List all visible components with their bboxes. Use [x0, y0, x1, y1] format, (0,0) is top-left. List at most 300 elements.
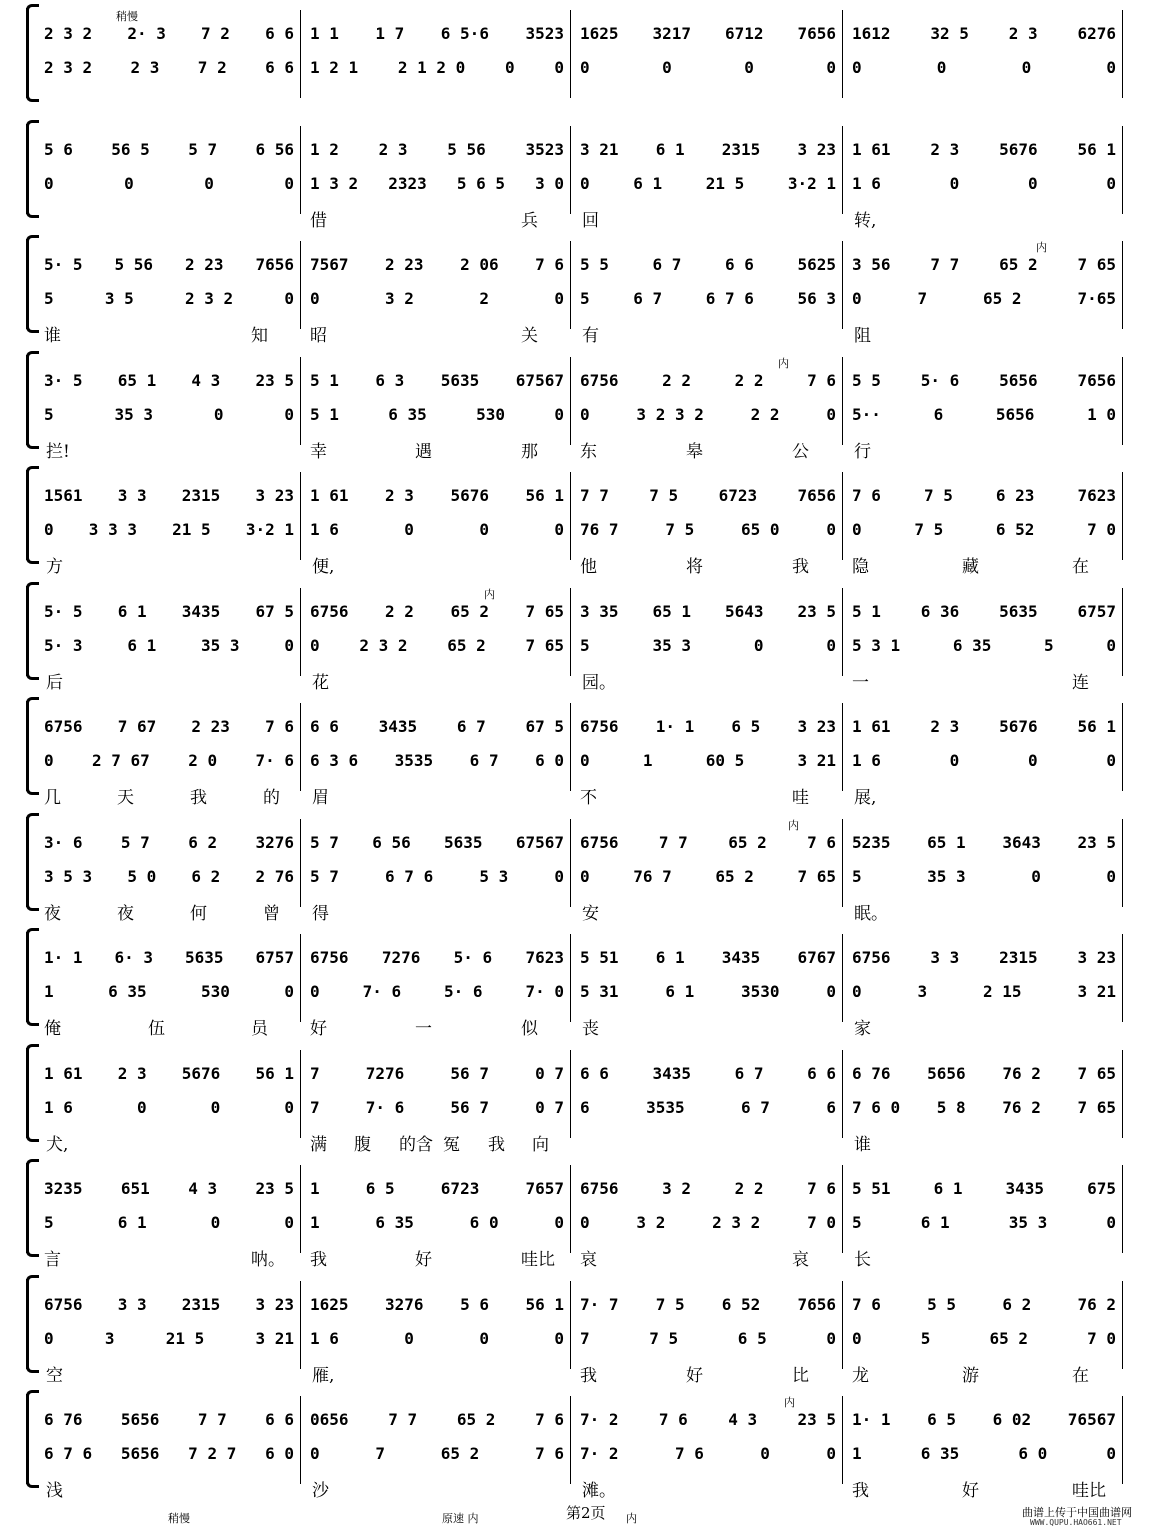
note-group: 2 2	[734, 370, 764, 390]
lyrics-line	[44, 552, 294, 577]
note-group: 5 1	[310, 404, 339, 424]
note-group: 4 3	[188, 1179, 218, 1198]
note-group: 0	[310, 982, 320, 1001]
note-group: 7· 7	[580, 1294, 619, 1314]
note-group: 6 5·6	[440, 24, 489, 43]
score-row	[0, 233, 1152, 346]
upper-staff-notes	[580, 833, 836, 857]
note-group: 65 0	[741, 520, 780, 539]
note-group: 6 1	[933, 1179, 963, 1198]
watermark-text: 曲谱上传于中国曲谱网	[1022, 1506, 1132, 1519]
note-group: 65 2	[983, 289, 1022, 308]
note-group: 7656	[1077, 370, 1116, 390]
note-group: 3235	[44, 1179, 83, 1198]
note-group: 3 56	[852, 255, 891, 274]
lyric-syllable: 我	[852, 1481, 869, 1501]
score-row	[0, 1157, 1152, 1270]
measure	[852, 464, 1116, 577]
note-group: 56 1	[255, 1063, 294, 1083]
system-bracket	[26, 124, 39, 214]
lyric-syllable: 浅	[46, 1481, 63, 1501]
lyrics-line	[852, 206, 1116, 231]
note-group: 7 0	[807, 1213, 836, 1232]
note-group: 7 2 7	[188, 1444, 237, 1463]
note-group: 56 5	[111, 139, 150, 159]
note-group: 0	[284, 404, 294, 424]
upper-staff-notes	[580, 717, 836, 741]
note-group: 6 7 6	[705, 289, 754, 308]
barline	[570, 703, 571, 791]
note-group: 5· 5	[44, 255, 83, 274]
barline	[1122, 703, 1123, 791]
upper-staff-notes	[852, 140, 1116, 164]
lyrics-line	[852, 1476, 1116, 1501]
note-group: 5· 5	[44, 601, 83, 621]
note-group: 3 23	[255, 1294, 294, 1314]
note-group: 3643	[1002, 832, 1041, 852]
note-group: 56 3	[797, 289, 836, 308]
lyric-syllable: 方	[46, 557, 63, 577]
lyric-syllable: 好	[415, 1250, 432, 1270]
note-group: 3435	[378, 717, 418, 736]
measure	[580, 2, 836, 112]
lower-staff-notes	[310, 1213, 564, 1237]
note-group: 2315	[181, 486, 221, 505]
upper-staff-notes	[310, 371, 564, 395]
measure	[44, 1388, 294, 1501]
lower-staff-notes	[580, 982, 836, 1006]
lyric-syllable: 公	[792, 441, 809, 462]
lyric-syllable: 犬,	[46, 1134, 69, 1155]
upper-staff-notes	[580, 1179, 836, 1203]
note-group: 1 0	[1087, 404, 1116, 424]
note-group: 65 2	[728, 832, 767, 852]
note-group: 65 2	[989, 1328, 1028, 1348]
lower-staff-notes	[44, 520, 294, 544]
note-group: 35 3	[927, 866, 966, 886]
note-group: 1 6	[310, 1328, 339, 1348]
note-group: 6· 3	[114, 948, 154, 967]
lyric-syllable: 向	[532, 1134, 549, 1155]
lyrics-line	[44, 783, 294, 808]
note-group: 5 7	[310, 866, 339, 886]
note-group: 0 7	[535, 1097, 564, 1117]
upper-staff-notes	[310, 140, 564, 164]
note-group: 0	[554, 1213, 564, 1232]
barline	[300, 819, 301, 907]
lyric-syllable: 回	[582, 210, 599, 231]
lyric-syllable: 何	[190, 903, 207, 924]
upper-staff-notes	[580, 602, 836, 626]
lower-staff-notes	[852, 520, 1116, 544]
score-row	[0, 349, 1152, 462]
note-group: 3 2 3 2	[636, 404, 704, 424]
tempo-mark: 原速 内	[442, 1511, 479, 1525]
upper-staff-notes	[44, 24, 294, 48]
lyric-syllable: 几	[44, 788, 61, 808]
score-row	[0, 580, 1152, 693]
upper-staff-notes	[852, 602, 1116, 626]
note-group: 6 0	[469, 1213, 499, 1232]
note-group: 56 1	[1077, 139, 1116, 159]
note-group: 2 15	[983, 982, 1022, 1001]
lyric-syllable: 比	[792, 1365, 809, 1386]
note-group: 6 1	[117, 1213, 147, 1232]
note-group: 5· 3	[44, 635, 83, 655]
upper-staff-notes	[580, 1410, 836, 1434]
system-bracket	[26, 586, 39, 676]
note-group: 5	[580, 289, 590, 308]
upper-staff-notes	[44, 486, 294, 510]
note-group: 6 56	[372, 832, 411, 852]
barline	[1122, 241, 1123, 329]
note-group: 3 21	[580, 139, 619, 159]
lyrics-line	[44, 437, 294, 462]
lyric-syllable: 阻	[854, 326, 871, 346]
note-group: 5 3 1	[852, 635, 901, 655]
note-group: 3 0	[535, 173, 564, 193]
lyric-syllable: 眠。	[854, 903, 888, 924]
note-group: 7 7	[388, 1410, 418, 1429]
lyric-syllable: 昭	[310, 326, 327, 346]
lyrics-line	[852, 668, 1116, 693]
upper-staff-notes	[580, 140, 836, 164]
measure	[310, 233, 564, 346]
note-group: 7 7	[930, 255, 960, 274]
note-group: 7· 6	[362, 982, 402, 1001]
measure	[44, 1042, 294, 1155]
lyrics-line	[310, 552, 564, 577]
barline	[570, 126, 571, 214]
note-group: 3435	[652, 1063, 692, 1083]
barline	[570, 1281, 571, 1369]
lyrics-line	[852, 899, 1116, 924]
lyric-syllable: 员	[251, 1019, 268, 1039]
measure	[44, 2, 294, 112]
system-bracket	[26, 355, 39, 445]
lower-staff-notes	[44, 867, 294, 891]
note-group: 3 21	[797, 751, 836, 770]
note-group: 7 5	[665, 520, 695, 539]
lyric-syllable: 后	[46, 672, 63, 693]
note-group: 0	[44, 751, 54, 770]
barline	[1122, 588, 1123, 676]
note-group: 7 6	[852, 1294, 881, 1314]
lyrics-line	[44, 90, 294, 112]
note-group: 7· 6	[255, 751, 294, 770]
note-group: 2315	[999, 948, 1038, 967]
note-group: 7 65	[1077, 255, 1116, 274]
note-group: 3 3	[117, 486, 147, 505]
lyrics-line	[310, 1014, 564, 1039]
lyric-syllable: 得	[312, 903, 329, 924]
note-group: 0	[554, 404, 564, 424]
note-group: 7 7	[658, 832, 688, 852]
note-group: 7 0	[1087, 1328, 1116, 1348]
lyric-syllable: 丧	[582, 1019, 599, 1039]
upper-staff-notes	[310, 1179, 564, 1203]
note-group: 0	[1027, 173, 1038, 193]
note-group: 7 6	[674, 1444, 704, 1463]
note-group: 1 3 2	[310, 173, 359, 193]
lyric-syllable: 兵	[521, 210, 538, 231]
barline	[570, 472, 571, 560]
measure	[852, 811, 1116, 924]
lyrics-line	[310, 1130, 564, 1155]
note-group: 6 1	[117, 601, 147, 621]
note-group: 0	[1106, 58, 1116, 77]
measure	[310, 349, 564, 462]
note-group: 5635	[999, 601, 1038, 621]
lyrics-line	[580, 437, 836, 462]
note-group: 6 1	[127, 635, 157, 655]
barline	[1122, 1396, 1123, 1484]
lyric-syllable: 幸	[310, 441, 327, 462]
note-group: 530	[476, 404, 505, 424]
lower-staff-notes	[44, 982, 294, 1006]
lyric-syllable: 游	[962, 1365, 979, 1386]
lower-staff-notes	[310, 1329, 564, 1353]
note-group: 6756	[44, 717, 83, 736]
barline	[300, 1165, 301, 1253]
note-group: 6 1	[655, 139, 685, 159]
note-group: 0	[580, 404, 590, 424]
lower-staff-notes	[310, 867, 564, 891]
note-group: 3530	[741, 982, 780, 1001]
barline	[1122, 819, 1123, 907]
note-group: 56 1	[525, 1294, 564, 1314]
tempo-mark: 内	[788, 818, 799, 832]
note-group: 21 5	[165, 1328, 205, 1348]
lyrics-line	[310, 321, 564, 346]
measure	[852, 926, 1116, 1039]
note-group: 1	[642, 751, 653, 770]
note-group: 6 6	[265, 1410, 294, 1429]
barline	[842, 472, 843, 560]
note-group: 7656	[797, 486, 836, 505]
lyrics-line	[44, 1014, 294, 1039]
lower-staff-notes	[310, 520, 564, 544]
note-group: 56 7	[450, 1097, 489, 1117]
upper-staff-notes	[852, 948, 1116, 972]
measure	[580, 233, 836, 346]
note-group: 6756	[580, 370, 619, 390]
note-group: 56 1	[1077, 717, 1116, 736]
lyrics-line	[580, 552, 836, 577]
lyric-syllable: 哇比	[1072, 1481, 1106, 1501]
note-group: 4 3	[191, 370, 221, 390]
note-group: 5656	[927, 1063, 966, 1083]
measure	[310, 1388, 564, 1501]
lyrics-line	[580, 1245, 836, 1270]
note-group: 23 5	[797, 601, 836, 621]
barline	[842, 1050, 843, 1138]
note-group: 5 6	[460, 1294, 489, 1314]
tempo-mark: 内	[484, 587, 495, 601]
lyric-syllable: 曾	[263, 903, 280, 924]
note-group: 1 6	[852, 751, 881, 770]
note-group: 7 5	[649, 486, 679, 505]
note-group: 23 5	[797, 1410, 836, 1429]
barline	[842, 1165, 843, 1253]
note-group: 0	[210, 1097, 221, 1117]
note-group: 6723	[718, 486, 758, 505]
note-group: 2315	[181, 1294, 221, 1314]
note-group: 7· 6	[365, 1097, 405, 1117]
note-group: 3435	[1005, 1179, 1045, 1198]
score-row	[0, 1388, 1152, 1501]
note-group: 7 6	[807, 832, 836, 852]
note-group: 0	[760, 1444, 770, 1463]
lyrics-line	[580, 90, 836, 112]
note-group: 6712	[724, 24, 764, 43]
note-group: 60 5	[705, 751, 745, 770]
barline	[1122, 10, 1123, 98]
upper-staff-notes	[310, 602, 564, 626]
note-group: 0	[826, 58, 836, 77]
measure	[852, 1157, 1116, 1270]
lower-staff-notes	[310, 982, 564, 1006]
note-group: 0	[744, 58, 754, 77]
barline	[570, 1165, 571, 1253]
note-group: 5656	[120, 1410, 160, 1429]
note-group: 2323	[388, 173, 427, 193]
lower-staff-notes	[44, 289, 294, 313]
lyric-syllable: 我	[792, 557, 809, 577]
note-group: 56 7	[450, 1063, 489, 1083]
upper-staff-notes	[310, 833, 564, 857]
note-group: 1 6	[44, 1097, 73, 1117]
measure	[580, 1042, 836, 1152]
note-group: 6 3	[375, 370, 405, 390]
note-group: 65 2	[999, 255, 1038, 274]
note-group: 3 2	[662, 1179, 692, 1198]
note-group: 6 7	[469, 751, 499, 770]
lyric-syllable: 夜	[44, 903, 61, 924]
measure	[44, 926, 294, 1039]
upper-staff-notes	[44, 1179, 294, 1203]
lyrics-line	[310, 1476, 564, 1501]
measure	[580, 1273, 836, 1386]
note-group: 6 0	[1018, 1444, 1048, 1463]
note-group: 5 31	[580, 982, 619, 1001]
lyric-syllable: 言	[44, 1250, 61, 1270]
measure	[310, 580, 564, 693]
note-group: 0	[936, 58, 947, 77]
note-group: 1 6	[310, 520, 339, 539]
lower-staff-notes	[44, 1329, 294, 1353]
upper-staff-notes	[580, 255, 836, 279]
lower-staff-notes	[44, 405, 294, 429]
note-group: 6	[933, 404, 944, 424]
note-group: 2 06	[460, 255, 499, 274]
lower-staff-notes	[580, 58, 836, 82]
lyrics-line	[852, 1014, 1116, 1039]
note-group: 2 2	[734, 1179, 764, 1198]
note-group: 23 5	[255, 1179, 294, 1198]
note-group: 5	[1044, 635, 1054, 655]
upper-staff-notes	[852, 1410, 1116, 1434]
note-group: 5··	[852, 404, 881, 424]
note-group: 0656	[310, 1410, 349, 1429]
barline	[842, 241, 843, 329]
note-group: 3 23	[797, 717, 836, 736]
lyric-syllable: 在	[1072, 1365, 1089, 1386]
lyrics-line	[44, 899, 294, 924]
upper-staff-notes	[580, 486, 836, 510]
measure	[44, 1157, 294, 1270]
tempo-mark: 内	[778, 356, 789, 370]
note-group: 651	[120, 1179, 150, 1198]
note-group: 35 3	[1008, 1213, 1048, 1232]
note-group: 7 5	[655, 1294, 685, 1314]
upper-staff-notes	[44, 140, 294, 164]
note-group: 7 7	[197, 1410, 227, 1429]
barline	[300, 934, 301, 1022]
note-group: 5 7	[120, 832, 150, 852]
note-group: 7 6	[535, 1410, 564, 1429]
note-group: 7 2	[201, 24, 230, 43]
lyric-syllable: 的含	[399, 1134, 433, 1155]
note-group: 0	[852, 58, 862, 77]
note-group: 7· 2	[580, 1410, 619, 1429]
barline	[842, 1396, 843, 1484]
upper-staff-notes	[44, 255, 294, 279]
note-group: 21 5	[172, 520, 211, 539]
barline	[300, 472, 301, 560]
note-group: 7656	[255, 255, 294, 274]
measure	[310, 2, 564, 112]
note-group: 6 35	[388, 404, 427, 424]
barline	[570, 1050, 571, 1138]
note-group: 5 51	[852, 1179, 891, 1198]
lyric-syllable: 好	[962, 1481, 979, 1501]
note-group: 7623	[1077, 486, 1116, 505]
note-group: 6 7	[734, 1063, 764, 1083]
measure	[310, 1273, 564, 1386]
measure	[852, 2, 1116, 112]
lyric-syllable: 天	[117, 788, 134, 808]
note-group: 1 6	[852, 173, 881, 193]
note-group: 2 3 2	[184, 289, 234, 308]
note-group: 5· 6	[920, 370, 960, 390]
note-group: 5676	[450, 486, 489, 505]
lower-staff-notes	[580, 520, 836, 544]
lyrics-line	[44, 1476, 294, 1501]
note-group: 32 5	[930, 24, 969, 43]
note-group: 0	[284, 1097, 294, 1117]
note-group: 5 1	[310, 370, 339, 390]
note-group: 0	[213, 404, 224, 424]
lower-staff-notes	[310, 174, 564, 198]
note-group: 5 51	[580, 948, 619, 967]
note-group: 2 1 2 0	[397, 58, 466, 77]
note-group: 7 0	[1087, 520, 1116, 539]
lyrics-line	[310, 437, 564, 462]
note-group: 0	[284, 635, 294, 655]
note-group: 0	[1106, 751, 1116, 770]
note-group: 3276	[255, 832, 294, 852]
note-group: 7	[917, 289, 928, 308]
lyric-syllable: 眉	[312, 788, 329, 808]
note-group: 0	[1106, 1444, 1116, 1463]
note-group: 5625	[797, 255, 836, 274]
barline	[300, 241, 301, 329]
note-group: 675	[1087, 1179, 1116, 1198]
note-group: 2 7 67	[92, 751, 150, 770]
barline	[570, 10, 571, 98]
barline	[570, 934, 571, 1022]
